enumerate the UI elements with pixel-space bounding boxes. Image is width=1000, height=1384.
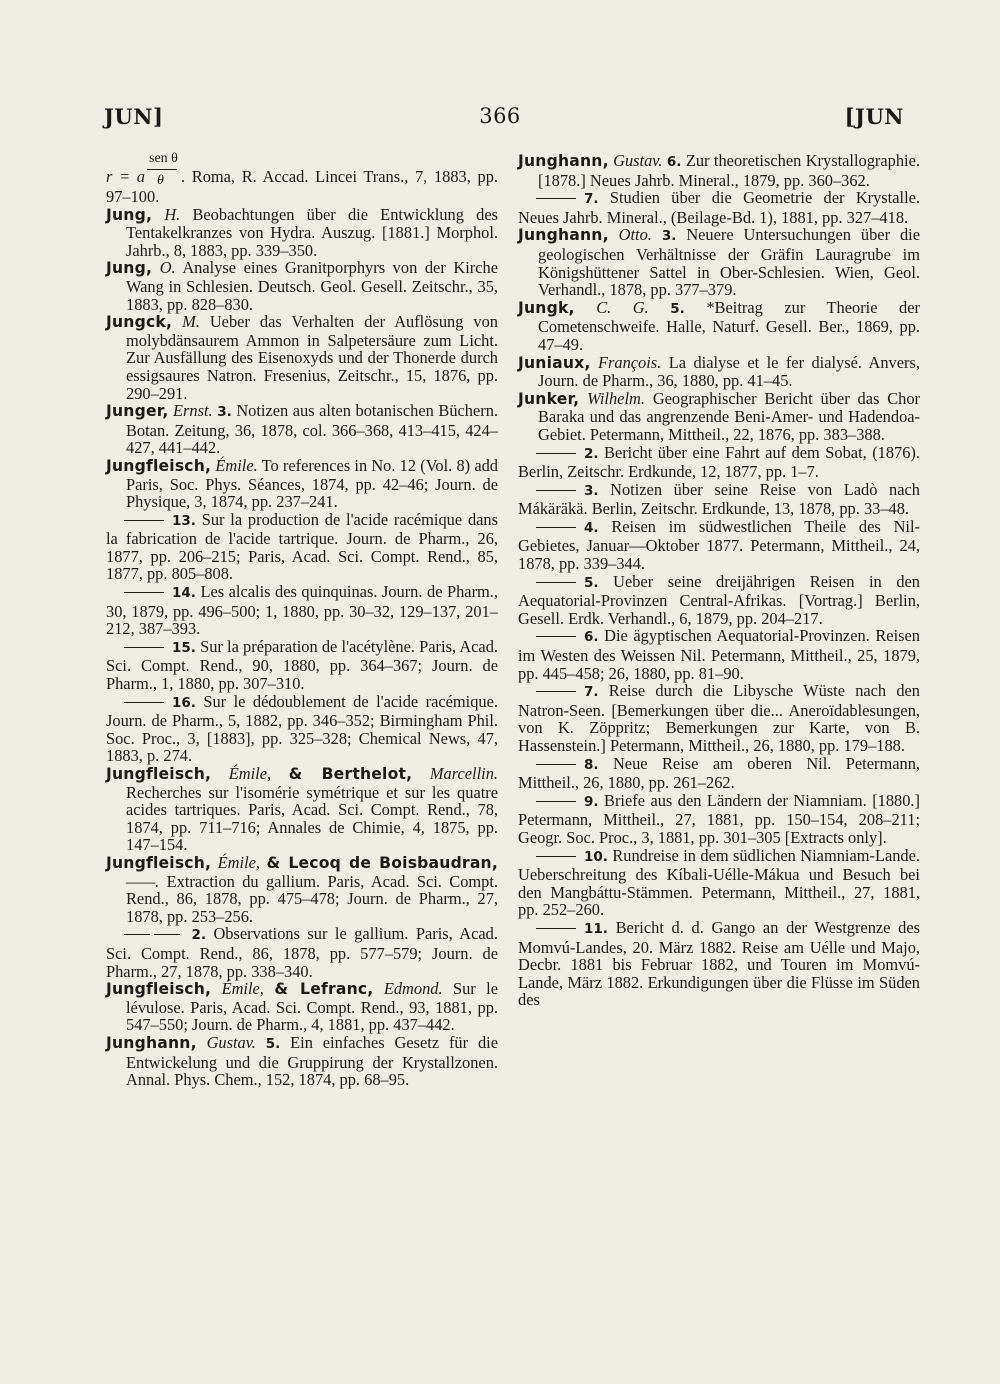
ditto-dash (536, 527, 576, 528)
author-surname: Jungfleisch, (106, 853, 212, 872)
ditto-dash (124, 934, 150, 935)
bibliography-entry (518, 792, 920, 847)
bibliography-entry (518, 189, 920, 226)
bibliography-entry (518, 919, 920, 1009)
ditto-dash (154, 934, 180, 935)
bibliography-entry (518, 481, 920, 518)
entry-text: Sur la production de l'acide racémique dans la fabrication de l'acide tartrique. Journ. de Pharm., 26, 1877, pp. 206–215; Paris, Acad. Sci. Compt. Rend., 85, 1877, pp. 805–808. (106, 509, 498, 584)
bibliography-entry (106, 457, 498, 511)
entry-text: Observations sur le gallium. Paris, Acad. Sci. Compt. Rend., 86, 1878, pp. 577–579; Journ. de Pharm., 27, 1878, pp. 338–340. (106, 924, 498, 981)
bibliography-entry (106, 511, 498, 583)
ditto-dash (124, 647, 164, 648)
entry-number: 9. (584, 793, 599, 810)
author-forename: Otto. (618, 225, 652, 245)
entry-text: Neuere Untersuchungen über die geologischen Verhältnisse der Gräfin Lauragrube im Königshüttener Sattel in Ober-Schlesien. Wien, Geol. Verhandl., 1878, pp. 377–379. (538, 225, 920, 300)
bibliography-entry (106, 980, 498, 1034)
entry-text: Bericht d. d. Gango an der Westgrenze des Momvú-Landes, 20. März 1882. Reise am Uélle und Majo, Decbr. 1881 bis Februar 1882, und Touren im Momvú-Lande, März 1882. Erkundigungen über die Flüsse im Süden des (518, 917, 920, 1010)
entry-number: 5. (265, 1035, 281, 1052)
bibliography-entry (106, 854, 498, 925)
entry-text: Ueber seine dreijährigen Reisen in den Aequatorial-Provinzen Central-Afrikas. [Vortrag.] Berlin, Gesell. Erdk. Verhandl., 6, 1879, pp. 204–217. (518, 571, 920, 628)
entry-text: Die ägyptischen Aequatorial-Provinzen. Reisen im Westen des Weissen Nil. Petermann, Mittheil., 25, 1879, pp. 445–458; 26, 1880, pp. 81–90. (518, 626, 920, 683)
ditto-dash (536, 856, 576, 857)
entry-number: 2. (191, 927, 206, 944)
entry-text: Sur le dédoublement de l'acide racémique. Journ. de Pharm., 5, 1882, pp. 346–352; Birmingham Phil. Soc. Proc., 3, [1883], pp. 325–328; Chemical News, 47, 1883, p. 274. (106, 691, 498, 766)
author-surname: Junghann, (518, 152, 609, 170)
author-forename: O. (159, 258, 176, 278)
coauthor-forename: Marcellin. (429, 764, 498, 783)
ditto-dash (536, 453, 576, 454)
bibliography-entry (106, 313, 498, 402)
fraction-bar (147, 169, 177, 170)
entry-text: Les alcalis des quinquinas. Journ. de Pharm., 30, 1879, pp. 496–500; 1, 1880, pp. 30–32, 129–137, 201–212, 387–393. (106, 582, 498, 639)
entry-number: 3. (661, 228, 677, 245)
bibliography-entry (518, 627, 920, 682)
entry-number: 3. (217, 404, 232, 421)
author-surname: Jungfleisch, (106, 765, 212, 783)
author-forename: Émile, (228, 764, 272, 783)
bibliography-entry (106, 1034, 498, 1089)
ditto-dash (536, 582, 576, 583)
bibliography-entry (518, 354, 920, 390)
bibliography-entry (518, 226, 920, 298)
entry-text: . Roma, R. Accad. Lincei Trans., 7, 1883, pp. 97–100. (106, 167, 498, 206)
bibliography-entry (518, 847, 920, 919)
author-surname: Jung, (106, 205, 153, 224)
ditto-dash (124, 592, 164, 593)
coauthor-surname: & Lefranc, (274, 980, 374, 999)
author-surname: Jungfleisch, (106, 456, 212, 475)
ditto-dash (536, 636, 576, 637)
entry-text: Reisen im südwestlichen Theile des Nil-Gebietes, Januar—Oktober 1877. Petermann, Mittheil., 24, 1878, pp. 339–344. (518, 516, 920, 574)
running-head-right: [JUN (844, 104, 904, 129)
entry-number: 4. (584, 519, 599, 536)
bibliography-entry (106, 693, 498, 765)
bibliography-entry (106, 402, 498, 457)
entry-number: 7. (584, 684, 599, 701)
bibliography-entry (106, 925, 498, 980)
entry-number: 7. (584, 191, 599, 208)
entry-number: 8. (584, 756, 599, 773)
entry-text: Geographischer Bericht über das Chor Baraka und das angrenzende Beni-Amer- und Hadendoa-Gebiet. Petermann, Mittheil., 22, 1876, pp. 383–388. (538, 388, 920, 444)
bibliography-entry (518, 518, 920, 573)
bibliography-entry (106, 638, 498, 693)
bibliography-entry (106, 765, 498, 854)
author-forename: Émile, (217, 852, 261, 872)
author-surname: Juniaux, (518, 353, 591, 372)
entry-text: Sur le lévulose. Paris, Acad. Sci. Compt. Rend., 93, 1881, pp. 547–550; Journ. de Pharm., 4, 1881, pp. 437–442. (126, 979, 498, 1035)
author-surname: Jungk, (518, 298, 575, 317)
entry-number: 5. (584, 574, 599, 591)
bibliography-entry (106, 583, 498, 638)
entry-number: 13. (172, 512, 196, 529)
coauthor-surname: & Berthelot, (288, 765, 413, 783)
entry-number: 6. (584, 629, 599, 646)
author-forename: François. (598, 352, 662, 372)
bibliography-entry (518, 299, 920, 354)
author-surname: Jung, (106, 259, 153, 278)
formula-text: r = a (106, 167, 145, 186)
ditto-dash (124, 702, 164, 703)
entry-text: Ein einfaches Gesetz für die Entwickelung und die Gruppirung der Krystallzonen. Annal. Phys. Chem., 152, 1874, pp. 68–95. (126, 1032, 498, 1090)
entry-number: 14. (172, 585, 196, 602)
author-forename: Gustav. (613, 151, 663, 170)
entry-text: Analyse eines Granitporphyrs von der Kirche Wang in Schlesien. Deutsch. Geol. Gesell. Zeitschr., 35, 1883, pp. 828–830. (126, 258, 498, 314)
left-column (106, 152, 498, 1089)
author-surname: Junger, (106, 402, 169, 421)
author-forename: Émile, (221, 979, 264, 999)
ditto-dash (536, 490, 576, 491)
bibliography-entry (518, 444, 920, 481)
entry-text: Neue Reise am oberen Nil. Petermann, Mittheil., 26, 1880, pp. 261–262. (518, 753, 920, 793)
author-surname: Junker, (518, 389, 580, 408)
bibliography-entry (518, 390, 920, 444)
entry-text: Recherches sur l'isomérie symétrique et sur les quatre acides tartriques. Paris, Acad. Sci. Compt. Rend., 78, 1874, pp. 711–716; Annales de Chimie, 4, 1875, pp. 147–154. (126, 782, 498, 855)
entry-number: 15. (172, 639, 196, 656)
ditto-dash (536, 928, 576, 929)
entry-text: Briefe aus den Ländern der Niamniam. [1880.] Petermann, Mittheil., 27, 1881, pp. 150–154, 208–211; Geogr. Soc. Proc., 3, 1881, pp. 301–305 [Extracts only]. (518, 790, 920, 847)
coauthor-forename: ——. (126, 871, 160, 891)
author-forename: M. (182, 312, 200, 332)
formula-fraction (145, 151, 181, 188)
coauthor-forename: Edmond. (383, 979, 443, 999)
ditto-dash (536, 691, 576, 692)
bibliography-entry (518, 682, 920, 754)
right-column (518, 152, 920, 1009)
fraction-numerator: sen θ (149, 151, 178, 166)
entry-number: 11. (584, 920, 608, 937)
ditto-dash (536, 198, 576, 199)
entry-number: 2. (584, 445, 599, 462)
entry-text: Zur theoretischen Krystallographie. [1878.] Neues Jahrb. Mineral., 1879, pp. 360–362. (538, 151, 920, 190)
ditto-dash (536, 801, 576, 802)
entry-text: Notizen aus alten botanischen Büchern. Botan. Zeitung, 36, 1878, col. 366–368, 413–415, 424–427, 441–442. (126, 401, 499, 458)
entry-text: Sur la préparation de l'acétylène. Paris, Acad. Sci. Compt. Rend., 90, 1880, pp. 364–367; Journ. de Pharm., 1, 1880, pp. 307–310. (106, 636, 498, 694)
entry-text: Extraction du gallium. Paris, Acad. Sci. Compt. Rend., 86, 1878, pp. 475–478; Journ. de Pharm., 27, 1878, pp. 253–256. (126, 871, 498, 926)
fraction-denominator: θ (157, 173, 164, 188)
entry-text: Ueber das Verhalten der Auflösung von molybdänsaurem Ammon in Salpetersäure zum Licht. Zur Ausfällung des Eisenoxyds und der Thonerde durch essigsaures Natron. Fresenius, Zeitschr., 15, 1876, pp. 290–291. (126, 312, 498, 403)
bibliography-entry (106, 206, 498, 260)
entry-text: Rundreise in dem südlichen Niamniam-Lande. Ueberschreitung des Kíbali-Uélle-Mákua und Besuch bei den Mangbáttu-Stämmen. Petermann, Mittheil., 27, 1881, pp. 252–260. (518, 845, 920, 920)
bibliography-entry (518, 573, 920, 628)
entry-text: *Beitrag zur Theorie der Cometenschweife. Halle, Naturf. Gesell. Ber., 1869, pp. 47–49. (538, 297, 920, 354)
entry-text: La dialyse et le fer dialysé. Anvers, Journ. de Pharm., 36, 1880, pp. 41–45. (538, 352, 920, 391)
running-head-left: JUN] (104, 104, 164, 129)
bibliography-entry (106, 151, 498, 206)
bibliography-entry (106, 259, 498, 313)
author-forename: Gustav. (206, 1032, 256, 1052)
entry-text: To references in No. 12 (Vol. 8) add Paris, Soc. Phys. Séances, 1874, pp. 42–46; Journ. de Physique, 3, 1874, pp. 237–241. (126, 455, 498, 512)
entry-text: Studien über die Geometrie der Krystalle. Neues Jahrb. Mineral., (Beilage-Bd. 1), 1881, pp. 327–418. (518, 188, 920, 227)
ditto-dash (124, 520, 164, 521)
entry-text: Notizen über seine Reise von Ladò nach Mákäräkä. Berlin, Zeitschr. Erdkunde, 13, 1878, pp. 33–48. (518, 479, 920, 519)
author-surname: Junghann, (106, 1033, 197, 1052)
author-surname: Junghann, (518, 226, 609, 245)
author-forename: Émile. (215, 455, 258, 475)
author-forename: C. G. (596, 297, 649, 317)
ditto-dash (536, 764, 576, 765)
author-forename: Ernst. (173, 401, 213, 421)
entry-text: Beobachtungen über die Entwicklung des Tentakelkranzes von Hydra. Auszug. [1881.] Morphol. Jahrb., 8, 1883, pp. 339–350. (126, 204, 498, 260)
bibliography-entry (518, 755, 920, 792)
bibliography-entry (518, 152, 920, 189)
entry-number: 5. (670, 300, 685, 317)
author-forename: H. (164, 204, 181, 224)
entry-number: 10. (584, 848, 608, 865)
entry-number: 16. (172, 694, 196, 711)
coauthor-surname: & Lecoq de Boisbaudran, (266, 853, 498, 872)
entry-text: Reise durch die Libysche Wüste nach den Natron-Seen. [Bemerkungen über die... Aneroïdablesungen, von K. Zöppritz; Bemerkungen zur Karte, von B. Hassenstein.] Petermann, Mittheil., 26, 1880, pp. 179–188. (518, 681, 920, 755)
entry-number: 3. (584, 482, 599, 499)
author-forename: Wilhelm. (587, 388, 645, 408)
author-surname: Jungck, (106, 313, 173, 332)
author-surname: Jungfleisch, (106, 980, 212, 999)
entry-text: Bericht über eine Fahrt auf dem Sobat, (1876). Berlin, Zeitschr. Erdkunde, 12, 1877, pp. 1–7. (518, 442, 920, 482)
page-number: 366 (479, 104, 521, 128)
entry-number: 6. (666, 154, 682, 170)
